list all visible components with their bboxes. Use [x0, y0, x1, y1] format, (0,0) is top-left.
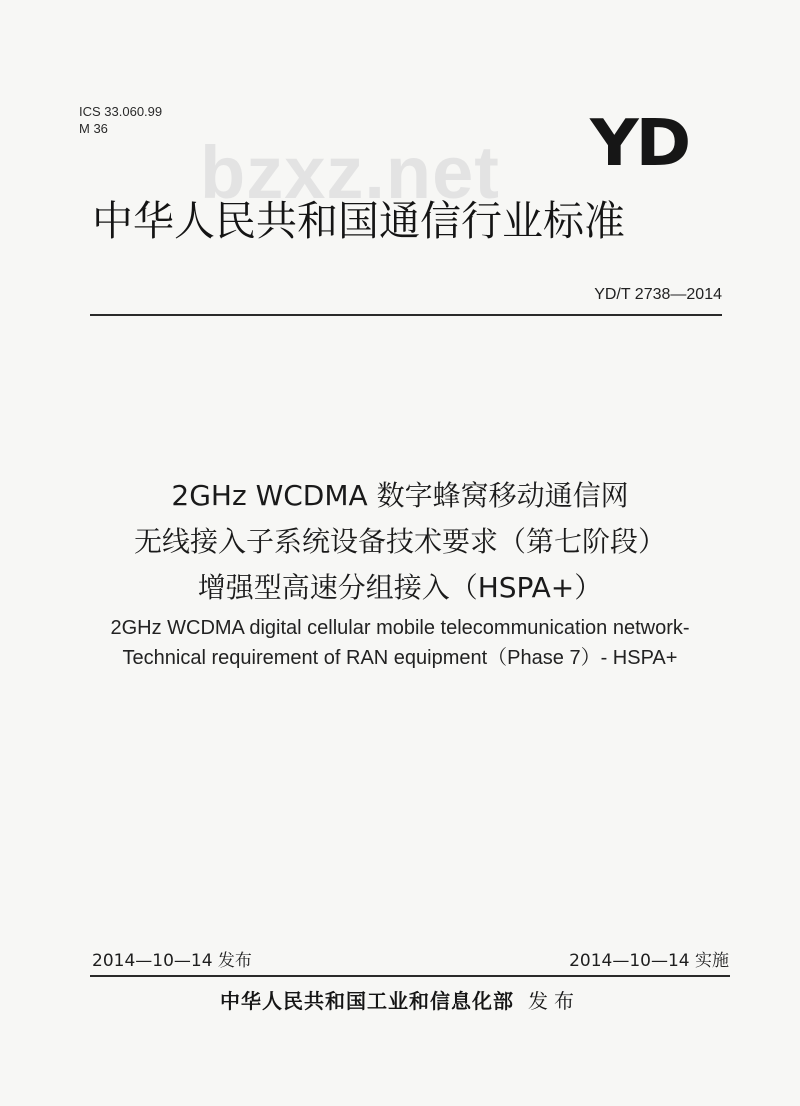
standard-number: YD/T 2738—2014: [594, 286, 722, 303]
english-title: [55, 613, 745, 673]
implement-date: 2014—10—14 实施: [569, 951, 729, 971]
header-divider: [90, 314, 722, 316]
classification-block: [79, 103, 162, 137]
english-title-line-1: 2GHz WCDMA digital cellular mobile telecommunication network-: [110, 617, 690, 639]
english-title-line-2: Technical requirement of RAN equipment（Phase 7）- HSPA+: [122, 647, 678, 669]
chinese-title: [60, 473, 740, 611]
publisher-organization: 中华人民共和国工业和信息化部: [220, 989, 514, 1013]
publish-date: 2014—10—14 发布: [92, 951, 252, 971]
chinese-title-line-3: 增强型高速分组接入（HSPA+）: [197, 571, 603, 604]
classification-code: M 36: [79, 121, 108, 136]
ics-code: ICS 33.060.99: [79, 104, 163, 119]
watermark: bzxz.net: [200, 131, 500, 214]
footer-divider: [90, 975, 730, 977]
standard-category-title: 中华人民共和国通信行业标准: [92, 197, 625, 245]
chinese-title-line-2: 无线接入子系统设备技术要求（第七阶段）: [133, 525, 666, 558]
publisher-line: [60, 987, 740, 1015]
chinese-title-line-1: 2GHz WCDMA 数字蜂窝移动通信网: [171, 479, 629, 512]
yd-logo: YD: [590, 107, 689, 181]
publisher-action: 发布: [528, 989, 580, 1013]
